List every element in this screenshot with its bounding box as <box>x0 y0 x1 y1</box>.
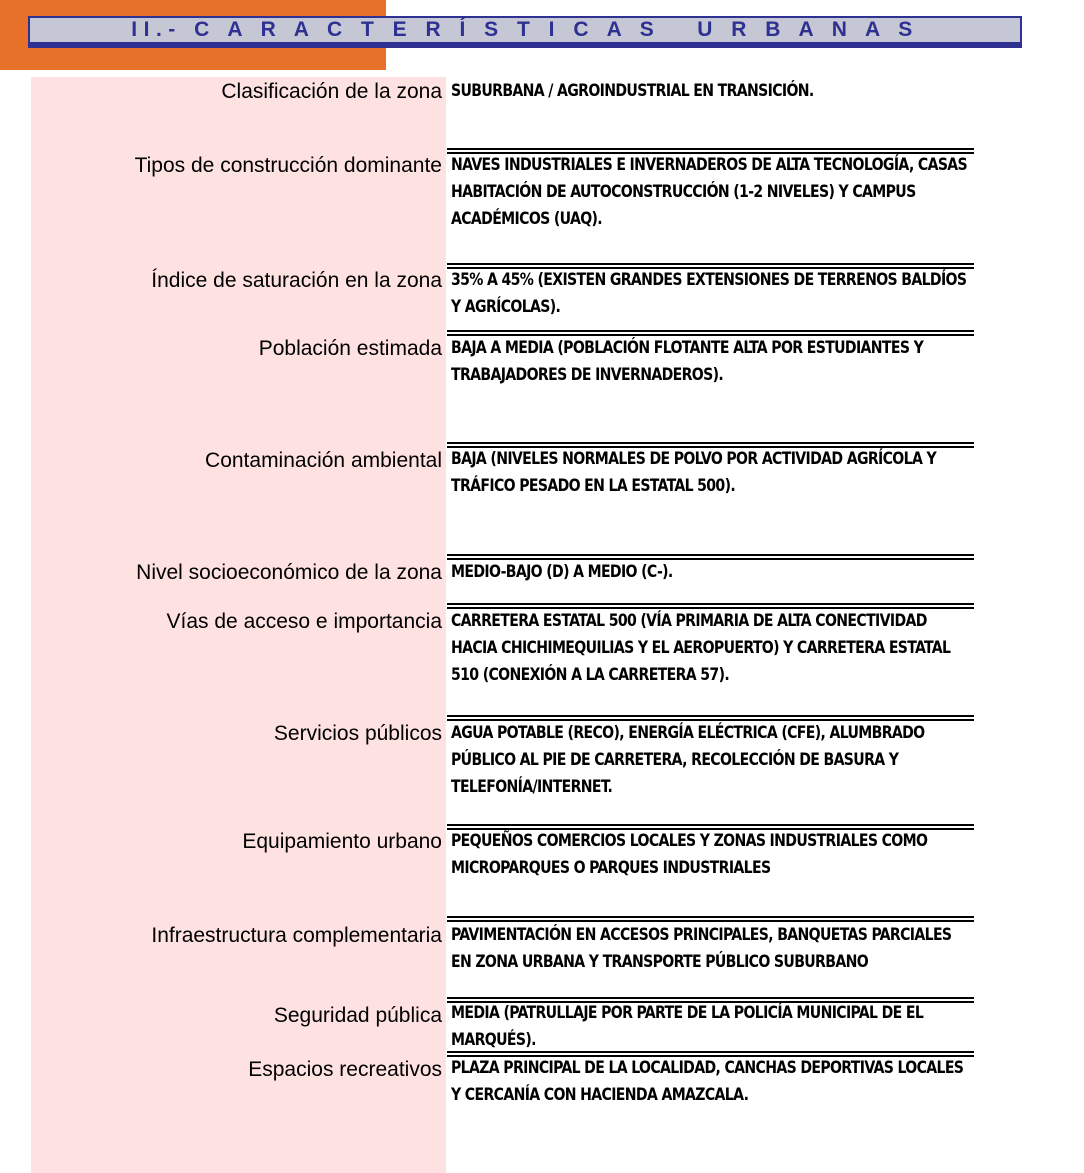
label-vias-acceso: Vías de acceso e importancia <box>166 610 442 633</box>
section-title-bar <box>28 16 1022 44</box>
value-contaminacion: BAJA (NIVELES NORMALES DE POLVO POR ACTIVIDAD AGRÍCOLA Y TRÁFICO PESADO EN LA ESTATAL 500). <box>451 449 936 496</box>
label-clasificacion: Clasificación de la zona <box>221 80 442 103</box>
value-clasificacion: SUBURBANA / AGROINDUSTRIAL EN TRANSICIÓN. <box>451 81 814 101</box>
label-espacios-recreativos: Espacios recreativos <box>248 1058 442 1081</box>
value-infraestructura: PAVIMENTACIÓN EN ACCESOS PRINCIPALES, BANQUETAS PARCIALES EN ZONA URBANA Y TRANSPORTE PÚBLICO SUBURBANO <box>451 925 952 972</box>
value-poblacion: BAJA A MEDIA (POBLACIÓN FLOTANTE ALTA POR ESTUDIANTES Y TRABAJADORES DE INVERNADEROS). <box>451 338 924 385</box>
value-nivel-socioeconomico: MEDIO-BAJO (D) A MEDIO (C-). <box>451 562 673 582</box>
value-vias-acceso: CARRETERA ESTATAL 500 (VÍA PRIMARIA DE ALTA CONECTIVIDAD HACIA CHICHIMEQUILIAS Y EL AEROPUERTO) Y CARRETERA ESTATAL 510 (CONEXIÓN A LA CARRETERA 57). <box>451 611 951 685</box>
value-tipos-construccion: NAVES INDUSTRIALES E INVERNADEROS DE ALTA TECNOLOGÍA, CASAS HABITACIÓN DE AUTOCONSTRUCCIÓN (1-2 NIVELES) Y CAMPUS ACADÉMICOS (UAQ). <box>451 155 968 229</box>
title-underline <box>28 44 1022 48</box>
label-contaminacion: Contaminación ambiental <box>205 449 442 472</box>
label-infraestructura: Infraestructura complementaria <box>151 924 442 947</box>
label-poblacion: Población estimada <box>258 337 442 360</box>
value-espacios-recreativos: PLAZA PRINCIPAL DE LA LOCALIDAD, CANCHAS DEPORTIVAS LOCALES Y CERCANÍA CON HACIENDA AMAZCALA. <box>451 1058 964 1105</box>
value-seguridad: MEDIA (PATRULLAJE POR PARTE DE LA POLICÍA MUNICIPAL DE EL MARQUÉS). <box>451 1003 924 1050</box>
section-title: II.- C A R A C T E R Í S T I C A S U R B A N A S <box>131 18 919 41</box>
value-indice-saturacion: 35% A 45% (EXISTEN GRANDES EXTENSIONES DE TERRENOS BALDÍOS Y AGRÍCOLAS). <box>451 270 967 317</box>
value-equipamiento: PEQUEÑOS COMERCIOS LOCALES Y ZONAS INDUSTRIALES COMO MICROPARQUES O PARQUES INDUSTRIALES <box>451 831 928 878</box>
label-servicios-publicos: Servicios públicos <box>273 722 442 745</box>
label-indice-saturacion: Índice de saturación en la zona <box>151 269 442 292</box>
label-seguridad: Seguridad pública <box>273 1004 442 1027</box>
label-equipamiento: Equipamiento urbano <box>242 830 442 853</box>
label-nivel-socioeconomico: Nivel socioeconómico de la zona <box>136 561 442 584</box>
label-tipos-construccion: Tipos de construcción dominante <box>134 154 442 177</box>
value-servicios-publicos: AGUA POTABLE (RECO), ENERGÍA ELÉCTRICA (CFE), ALUMBRADO PÚBLICO AL PIE DE CARRETERA, RECOLECCIÓN DE BASURA Y TELEFONÍA/INTERNET. <box>451 723 925 797</box>
